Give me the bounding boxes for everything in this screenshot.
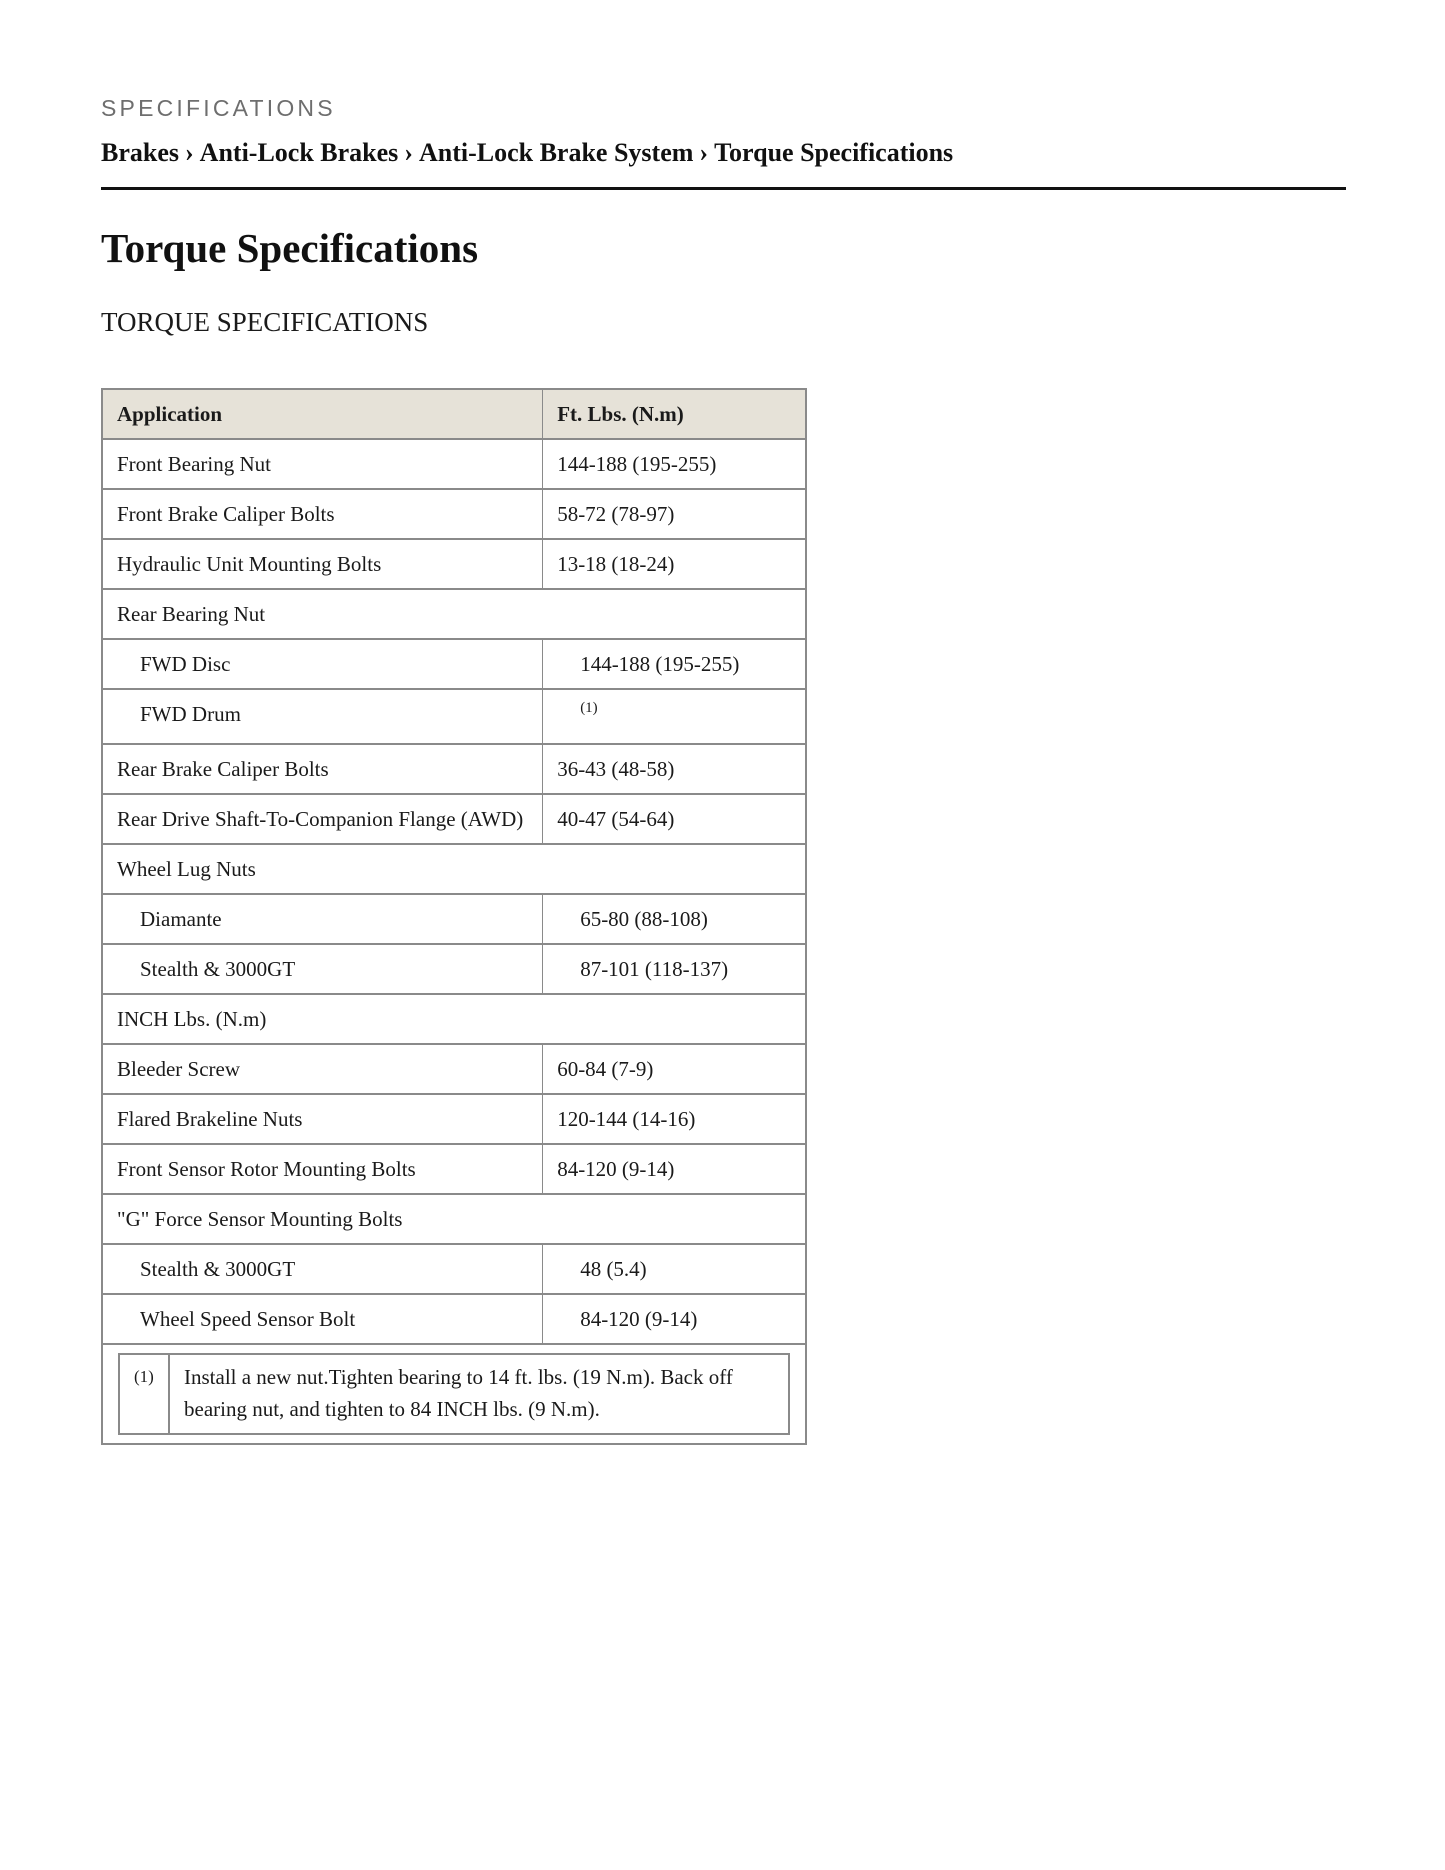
application-cell: Stealth & 3000GT <box>102 944 543 994</box>
table-row <box>102 439 806 489</box>
value-cell <box>543 689 806 744</box>
group-heading-cell: INCH Lbs. (N.m) <box>102 994 806 1044</box>
application-cell: Stealth & 3000GT <box>102 1244 543 1294</box>
breadcrumb-separator: › <box>699 138 709 167</box>
footnote-cell <box>102 1344 806 1444</box>
table-row <box>102 1044 806 1094</box>
value-cell: 65-80 (88-108) <box>543 894 806 944</box>
value-cell: 36-43 (48-58) <box>543 744 806 794</box>
table-row <box>102 744 806 794</box>
table-row <box>102 1144 806 1194</box>
application-cell: Front Sensor Rotor Mounting Bolts <box>102 1144 543 1194</box>
value-cell: 120-144 (14-16) <box>543 1094 806 1144</box>
value-cell: 144-188 (195-255) <box>543 439 806 489</box>
value-cell: 48 (5.4) <box>543 1244 806 1294</box>
value-cell: 87-101 (118-137) <box>543 944 806 994</box>
value-cell: 84-120 (9-14) <box>543 1294 806 1344</box>
breadcrumb-item-anti-lock-brakes[interactable]: Anti-Lock Brakes <box>199 138 399 167</box>
value-cell: 13-18 (18-24) <box>543 539 806 589</box>
table-row <box>102 894 806 944</box>
table-row <box>102 944 806 994</box>
column-header-application: Application <box>102 389 543 439</box>
table-row <box>102 1294 806 1344</box>
application-cell: FWD Disc <box>102 639 543 689</box>
table-row <box>102 539 806 589</box>
value-cell: 144-188 (195-255) <box>543 639 806 689</box>
table-row <box>102 794 806 844</box>
table-row <box>102 1244 806 1294</box>
value-cell: 60-84 (7-9) <box>543 1044 806 1094</box>
application-cell: Rear Drive Shaft-To-Companion Flange (AWD) <box>102 794 543 844</box>
application-cell: Wheel Speed Sensor Bolt <box>102 1294 543 1344</box>
section-subtitle: TORQUE SPECIFICATIONS <box>101 307 429 337</box>
table-group-row <box>102 589 806 639</box>
footnote-table <box>118 1353 790 1435</box>
table-group-row <box>102 844 806 894</box>
application-cell: Bleeder Screw <box>102 1044 543 1094</box>
application-cell: Flared Brakeline Nuts <box>102 1094 543 1144</box>
footnote-text: Install a new nut.Tighten bearing to 14 ft. lbs. (19 N.m). Back off bearing nut, and tighten to 84 INCH lbs. (9 N.m). <box>184 1365 733 1421</box>
table-group-row <box>102 994 806 1044</box>
table-row <box>102 689 806 744</box>
page-title: Torque Specifications <box>101 225 479 271</box>
application-cell: Hydraulic Unit Mounting Bolts <box>102 539 543 589</box>
footnote-row <box>102 1344 806 1444</box>
breadcrumb <box>101 138 953 168</box>
application-cell: Diamante <box>102 894 543 944</box>
table-group-row <box>102 1194 806 1244</box>
value-cell: 84-120 (9-14) <box>543 1144 806 1194</box>
breadcrumb-item-torque-specifications: Torque Specifications <box>714 138 954 167</box>
section-label: SPECIFICATIONS <box>101 95 336 121</box>
application-cell: Front Bearing Nut <box>102 439 543 489</box>
breadcrumb-item-anti-lock-brake-system[interactable]: Anti-Lock Brake System <box>418 138 694 167</box>
table-header-row <box>102 389 806 439</box>
torque-spec-table <box>101 388 807 1445</box>
value-cell: 40-47 (54-64) <box>543 794 806 844</box>
footnote-reference: (1) <box>580 700 598 716</box>
application-cell: Rear Brake Caliper Bolts <box>102 744 543 794</box>
breadcrumb-item-brakes[interactable]: Brakes <box>101 138 179 167</box>
group-heading-cell: "G" Force Sensor Mounting Bolts <box>102 1194 806 1244</box>
header-divider <box>101 187 1346 190</box>
table-row <box>102 1094 806 1144</box>
column-header-ft-lbs: Ft. Lbs. (N.m) <box>543 389 806 439</box>
breadcrumb-separator: › <box>404 138 413 167</box>
value-cell: 58-72 (78-97) <box>543 489 806 539</box>
footnote-mark: (1) <box>119 1354 169 1434</box>
application-cell: FWD Drum <box>102 689 543 744</box>
application-cell: Front Brake Caliper Bolts <box>102 489 543 539</box>
table-row <box>102 489 806 539</box>
table-row <box>102 639 806 689</box>
group-heading-cell: Rear Bearing Nut <box>102 589 806 639</box>
group-heading-cell: Wheel Lug Nuts <box>102 844 806 894</box>
breadcrumb-separator: › <box>185 138 194 167</box>
